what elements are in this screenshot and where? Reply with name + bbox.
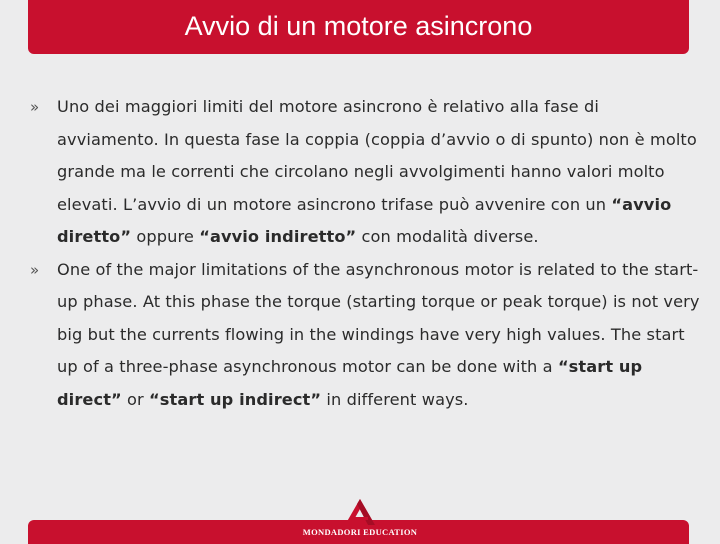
bullet-2-segment: in different ways.	[321, 389, 469, 409]
bullet-italian	[30, 91, 700, 254]
publisher-logo	[290, 498, 430, 540]
bullet-1-segment: oppure	[131, 227, 200, 246]
slide-content	[30, 91, 700, 416]
bullet-1-emphasis: “avvio indiretto”	[199, 227, 357, 246]
logo-text: MONDADORI EDUCATION	[302, 527, 418, 537]
slide-title: Avvio di un motore asincrono	[184, 10, 533, 41]
bullet-2-emphasis: “start up indirect”	[149, 389, 322, 409]
bullet-1-segment: con modalità diverse.	[356, 227, 539, 246]
bullet-english	[30, 254, 700, 417]
bullet-2-emphasis: “start up direct”	[57, 357, 643, 409]
bullet-marker: »	[30, 260, 40, 279]
bullet-1-segment: Uno dei maggiori limiti del motore asincrono è relativo alla fase di avviamento. In questa fase la coppia (coppia d’avvio o di spunto) non è molto grande ma le correnti che circolano negli avvolgimenti hanno valori molto elevati. L’avvio di un motore asincrono trifase può avvenire con un	[57, 97, 697, 214]
mondadori-a-logo-icon	[340, 498, 380, 526]
bullet-2-segment: One of the major limitations of the asynchronous motor is related to the start-up phase. At this phase the torque (starting torque or peak torque) is not very big but the currents flowing in the windings have very high values. The start up of a three-phase asynchronous motor can be done with a	[57, 259, 700, 376]
bullet-marker: »	[30, 98, 40, 116]
title-bar	[28, 0, 689, 54]
bullet-2-segment: or	[121, 389, 150, 409]
bullet-1-emphasis: “avvio diretto”	[57, 194, 672, 246]
bullet-text-2	[57, 260, 700, 409]
bullet-text-1	[57, 97, 697, 246]
